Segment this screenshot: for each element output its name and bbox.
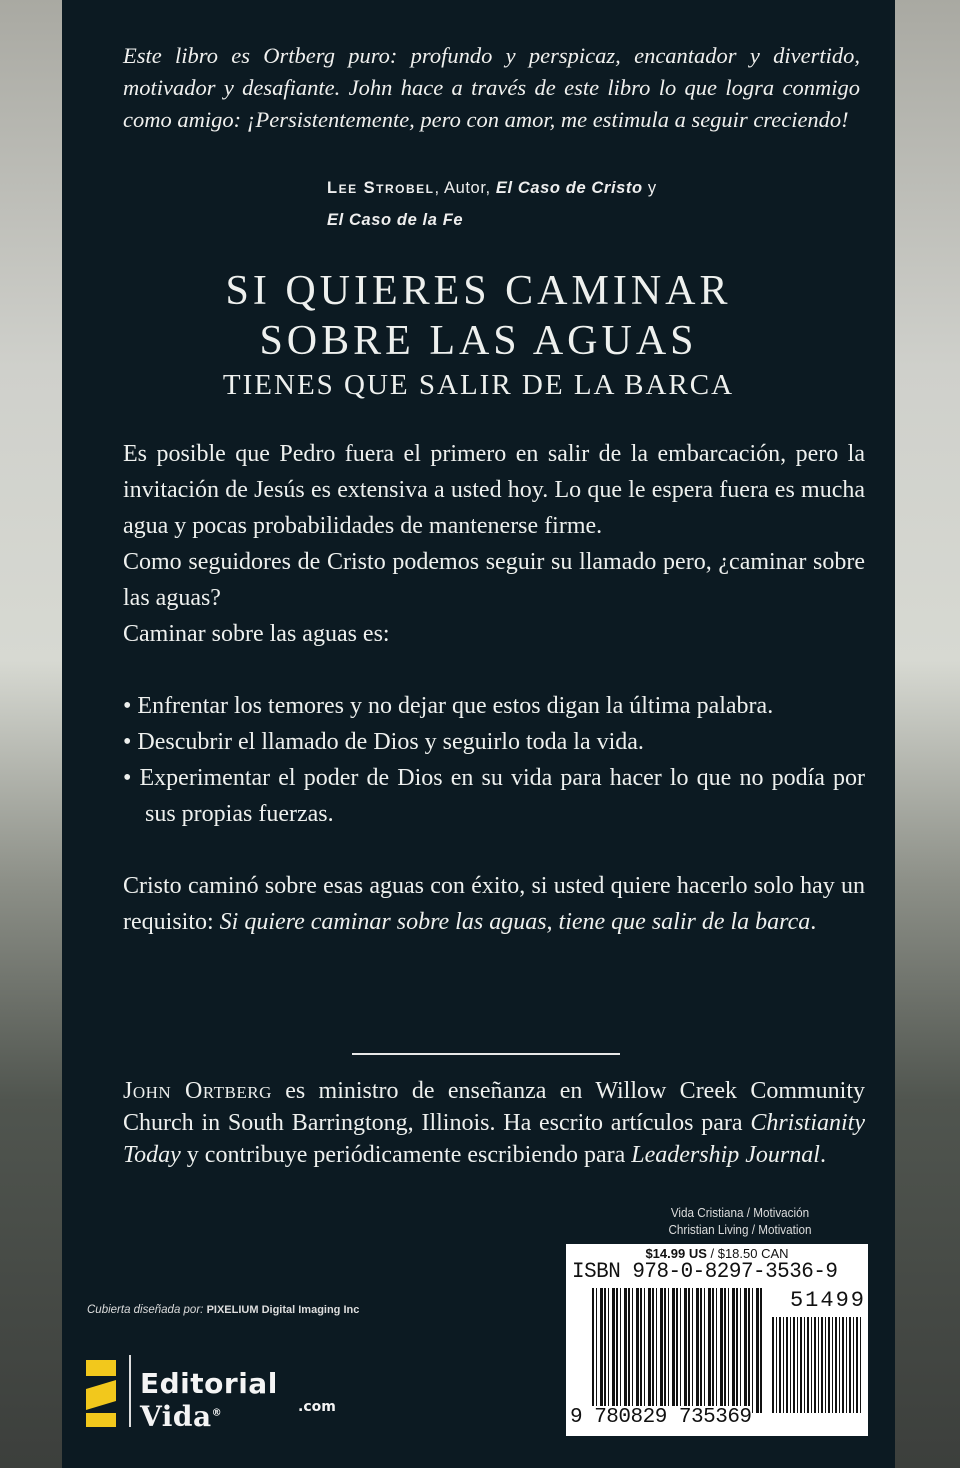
author-bio: John Ortberg es ministro de enseñanza en Willow Creek Community Church in South Barringtong, Illinois. Ha escrito artículos para Christianity Today y contribuye periódicamente escribiendo para Leadership Journal. [123,1078,865,1168]
list-item: • Descubrir el llamado de Dios y seguirlo toda la vida. [123,729,644,755]
barcode-box [566,1244,868,1436]
endorsement-quote: Este libro es Ortberg puro: profundo y perspicaz, encantador y divertido, motivador y desafiante. John hace a través de este libro lo que logra conmigo como amigo: ¡Persistentemente, pero con amor, me estimula a seguir creciendo! [123,43,860,132]
book-title-1: El Caso de Cristo [495,179,643,197]
logo-mark-icon [86,1360,116,1376]
logo-divider [129,1355,131,1427]
list-item: • Experimentar el poder de Dios en su vida para hacer lo que no podía por sus propias fuerzas. [123,765,865,827]
bullet-list [123,688,865,832]
book-description: Es posible que Pedro fuera el primero en salir de la embarcación, pero la invitación de Jesús es extensiva a usted hoy. Lo que le espera fuera es mucha agua y pocas probabilidades de mantenerse firme. Como seguidores de Cristo podemos seguir su llamado pero, ¿caminar sobre las aguas? Caminar sobre las aguas es: • Enfrentar los temores y no dejar que estos digan la última palabra. • Descubrir el llamado de Dios y seguirlo toda la vida. • Experimentar el poder de Dios en su vida para hacer lo que no podía por sus propias fuerzas. Cristo caminó sobre esas aguas con éxito, si usted quiere hacerlo solo hay un requisito: Si quiere caminar sobre las aguas, tiene que salir de la barca. [123,441,865,935]
list-item: • Enfrentar los temores y no dejar que estos digan la última palabra. [123,693,774,719]
isbn: ISBN 978-0-8297-3536-9 [572,1259,838,1284]
publisher-logo: Editorial Vida® .com [86,1355,366,1427]
addon-barcode-icon [772,1317,862,1413]
logo-mark-icon [86,1380,116,1410]
book-subtitle: TIENES QUE SALIR DE LA BARCA [222,369,735,401]
book-title: SI QUIERES CAMINAR SOBRE LAS AGUAS TIENES QUE SALIR DE LA BARCA [62,266,895,404]
barcode-icon [592,1288,762,1413]
divider [352,1053,620,1055]
ean-number: 9 780829 735369 [570,1406,752,1429]
cover-credit: Cubierta diseñada por: PIXELIUM Digital Imaging Inc [87,1304,360,1316]
price: $14.99 US / $18.50 CAN [645,1246,789,1261]
price-addon: 51499 [789,1288,866,1313]
endorsement-attribution: Lee Strobel, Autor, El Caso de Cristo y El Caso de la Fe [327,179,657,229]
logo-mark-icon [86,1413,116,1427]
category-label: Vida Cristiana / Motivación Christian Living / Motivation [668,1205,812,1237]
book-title-2: El Caso de la Fe [327,211,464,229]
endorser-name: Lee Strobel [327,179,435,197]
